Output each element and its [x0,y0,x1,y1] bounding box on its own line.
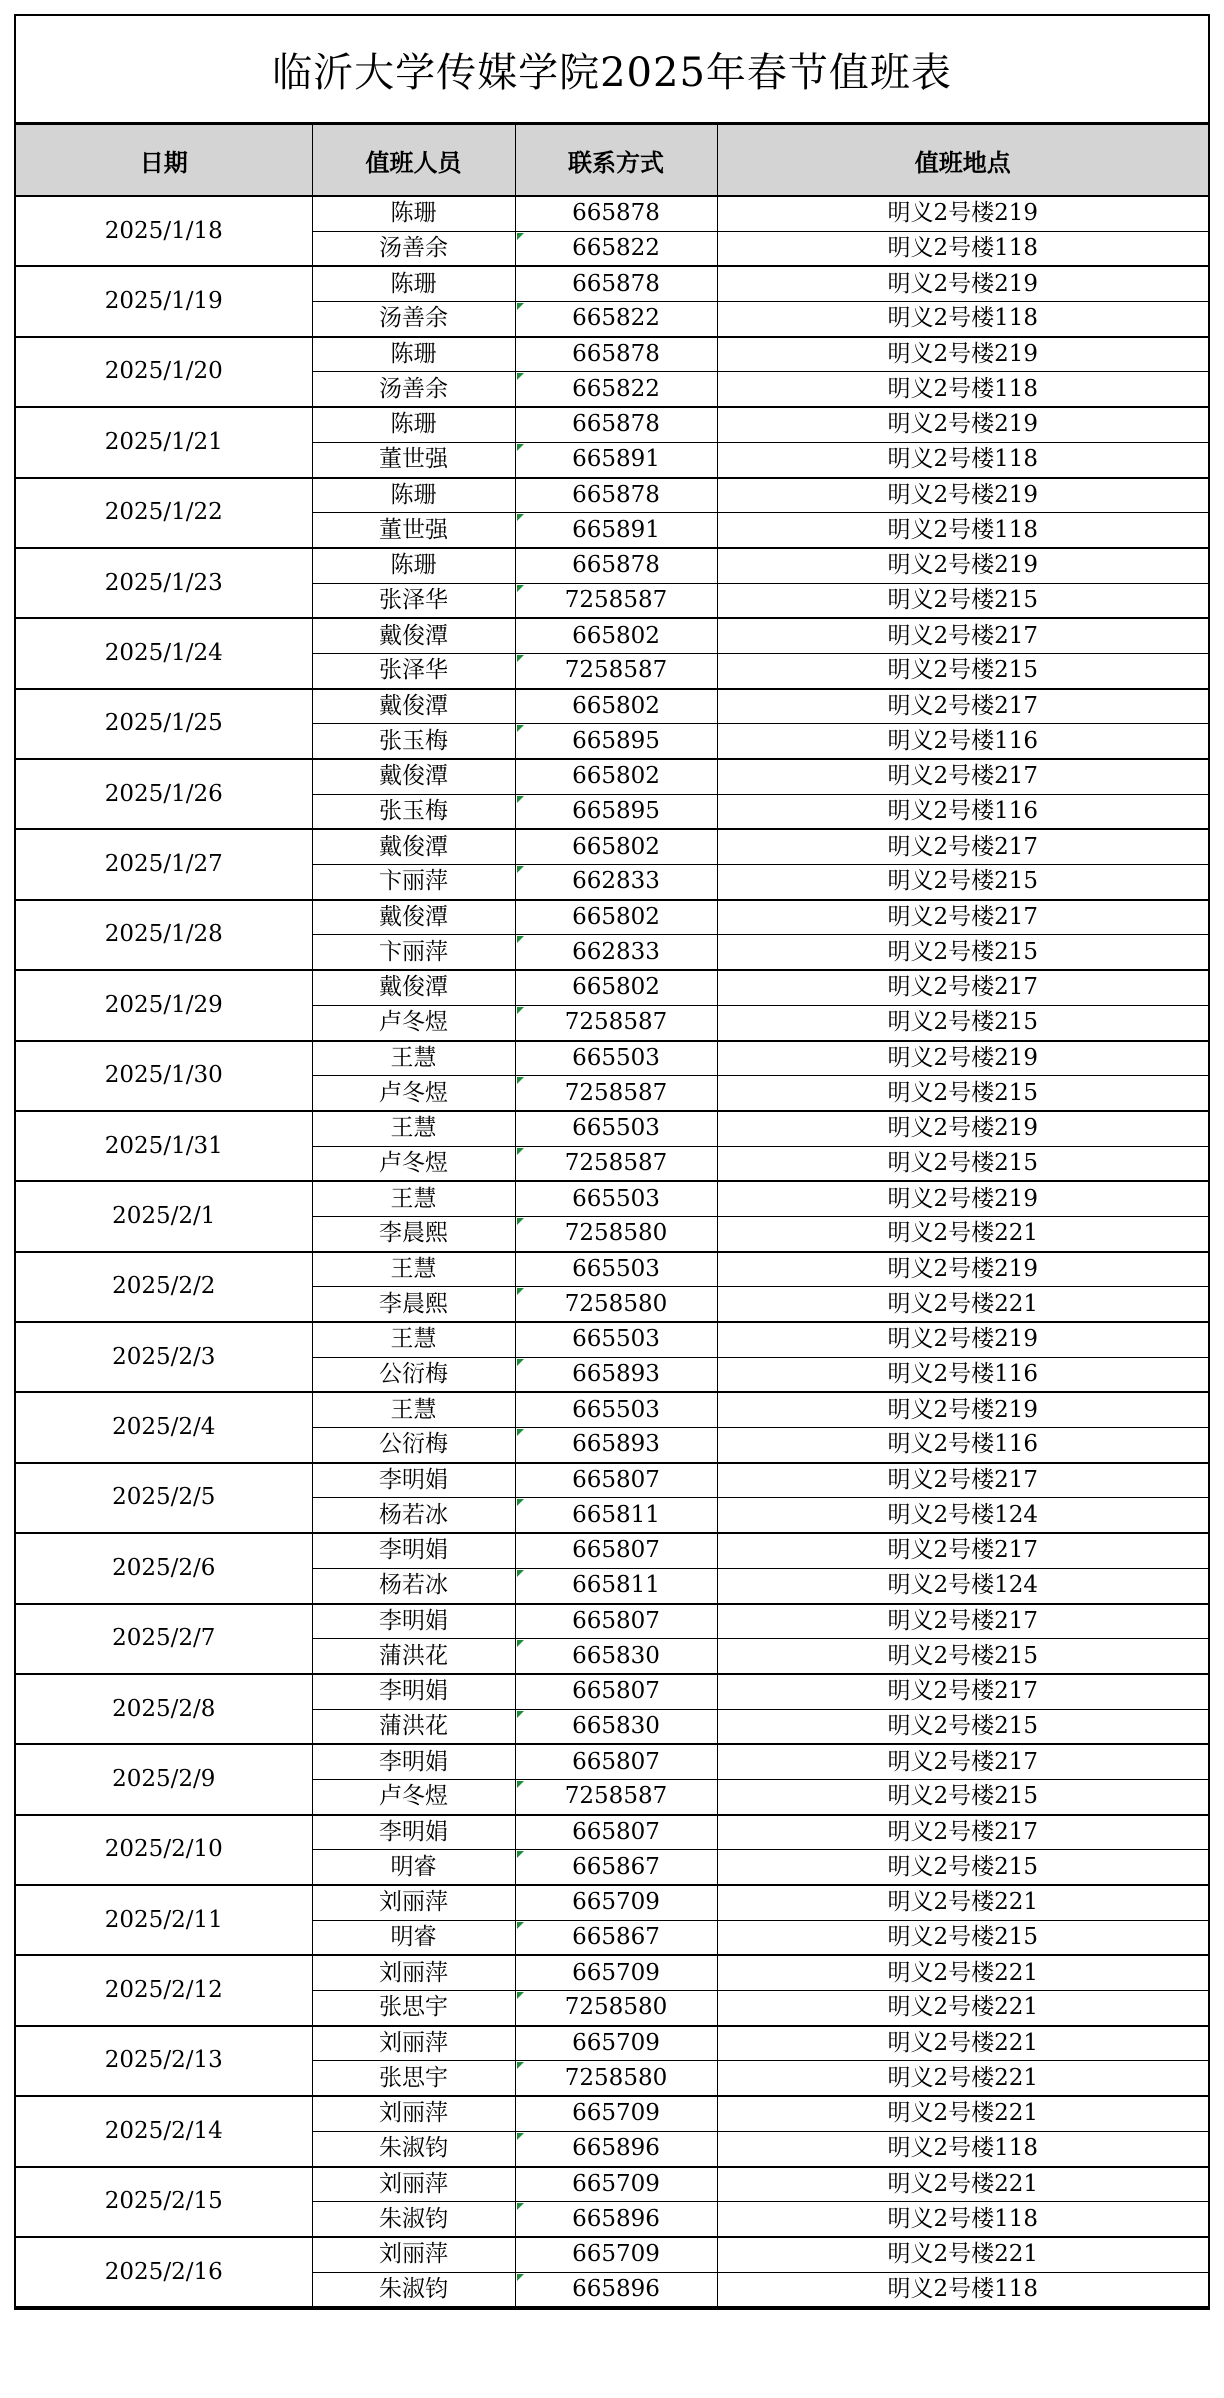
staff-name-cell: 戴俊潭 [312,618,515,653]
table-row [16,1885,1208,1920]
staff-name-cell: 王慧 [312,1111,515,1146]
location-cell: 明义2号楼118 [717,442,1208,477]
phone-cell: 7258587 [515,583,717,618]
table-row [16,1744,1208,1779]
date-cell: 2025/2/12 [16,1955,312,2025]
staff-name-cell: 李晨熙 [312,1216,515,1251]
table-row [16,1533,1208,1568]
phone-cell: 665709 [515,1955,717,1990]
header-date: 日期 [16,125,312,197]
staff-name-cell: 王慧 [312,1392,515,1427]
phone-cell: 665878 [515,266,717,301]
phone-cell: 665807 [515,1744,717,1779]
table-row [16,970,1208,1005]
table-row [16,2096,1208,2131]
staff-name-cell: 陈珊 [312,196,515,231]
phone-cell: 665802 [515,689,717,724]
location-cell: 明义2号楼116 [717,794,1208,829]
date-cell: 2025/1/20 [16,337,312,407]
date-cell: 2025/2/16 [16,2237,312,2307]
location-cell: 明义2号楼118 [717,2202,1208,2237]
location-cell: 明义2号楼221 [717,1991,1208,2026]
location-cell: 明义2号楼221 [717,1885,1208,1920]
date-cell: 2025/1/24 [16,618,312,688]
staff-name-cell: 张思宇 [312,2061,515,2096]
staff-name-cell: 陈珊 [312,266,515,301]
date-cell: 2025/1/22 [16,478,312,548]
staff-name-cell: 张泽华 [312,653,515,688]
location-cell: 明义2号楼219 [717,266,1208,301]
location-cell: 明义2号楼217 [717,759,1208,794]
phone-cell: 665811 [515,1568,717,1603]
phone-cell: 662833 [515,935,717,970]
phone-cell: 665893 [515,1428,717,1463]
location-cell: 明义2号楼118 [717,372,1208,407]
staff-name-cell: 陈珊 [312,478,515,513]
date-cell: 2025/2/3 [16,1322,312,1392]
staff-name-cell: 刘丽萍 [312,2096,515,2131]
staff-name-cell: 刘丽萍 [312,2237,515,2272]
staff-name-cell: 李明娟 [312,1604,515,1639]
phone-cell: 665503 [515,1041,717,1076]
phone-cell: 665896 [515,2131,717,2166]
location-cell: 明义2号楼219 [717,1392,1208,1427]
phone-cell: 665891 [515,513,717,548]
phone-cell: 665878 [515,196,717,231]
staff-name-cell: 戴俊潭 [312,689,515,724]
date-cell: 2025/1/31 [16,1111,312,1181]
phone-cell: 665891 [515,442,717,477]
location-cell: 明义2号楼221 [717,2096,1208,2131]
staff-name-cell: 公衍梅 [312,1428,515,1463]
table-body [16,196,1208,2307]
phone-cell: 665503 [515,1111,717,1146]
location-cell: 明义2号楼219 [717,407,1208,442]
date-cell: 2025/1/26 [16,759,312,829]
location-cell: 明义2号楼219 [717,1041,1208,1076]
staff-name-cell: 刘丽萍 [312,2167,515,2202]
location-cell: 明义2号楼118 [717,2272,1208,2307]
phone-cell: 665896 [515,2272,717,2307]
location-cell: 明义2号楼221 [717,1955,1208,1990]
header-location: 值班地点 [717,125,1208,197]
header-staff: 值班人员 [312,125,515,197]
table-row [16,1322,1208,1357]
date-cell: 2025/1/19 [16,266,312,336]
phone-cell: 665867 [515,1850,717,1885]
phone-cell: 665830 [515,1639,717,1674]
date-cell: 2025/1/29 [16,970,312,1040]
staff-name-cell: 刘丽萍 [312,1955,515,1990]
table-row [16,2237,1208,2272]
phone-cell: 665503 [515,1181,717,1216]
date-cell: 2025/1/23 [16,548,312,618]
phone-cell: 665822 [515,302,717,337]
phone-cell: 7258587 [515,1146,717,1181]
phone-cell: 665896 [515,2202,717,2237]
date-cell: 2025/2/9 [16,1744,312,1814]
location-cell: 明义2号楼217 [717,1674,1208,1709]
location-cell: 明义2号楼116 [717,1357,1208,1392]
location-cell: 明义2号楼215 [717,1076,1208,1111]
staff-name-cell: 陈珊 [312,548,515,583]
location-cell: 明义2号楼215 [717,1850,1208,1885]
table-row [16,1604,1208,1639]
location-cell: 明义2号楼217 [717,970,1208,1005]
location-cell: 明义2号楼118 [717,302,1208,337]
staff-name-cell: 汤善余 [312,231,515,266]
phone-cell: 665802 [515,900,717,935]
staff-name-cell: 李明娟 [312,1463,515,1498]
location-cell: 明义2号楼221 [717,2167,1208,2202]
staff-name-cell: 王慧 [312,1181,515,1216]
phone-cell: 7258587 [515,1005,717,1040]
table-row [16,407,1208,442]
staff-name-cell: 明睿 [312,1920,515,1955]
date-cell: 2025/1/27 [16,829,312,899]
location-cell: 明义2号楼215 [717,1920,1208,1955]
location-cell: 明义2号楼217 [717,618,1208,653]
phone-cell: 665895 [515,794,717,829]
phone-cell: 665503 [515,1392,717,1427]
location-cell: 明义2号楼219 [717,478,1208,513]
table-row [16,1463,1208,1498]
staff-name-cell: 公衍梅 [312,1357,515,1392]
phone-cell: 7258580 [515,1216,717,1251]
location-cell: 明义2号楼215 [717,1146,1208,1181]
location-cell: 明义2号楼215 [717,653,1208,688]
phone-cell: 665709 [515,2237,717,2272]
table-row [16,1252,1208,1287]
location-cell: 明义2号楼217 [717,1533,1208,1568]
location-cell: 明义2号楼217 [717,900,1208,935]
staff-name-cell: 杨若冰 [312,1568,515,1603]
date-cell: 2025/1/18 [16,196,312,266]
phone-cell: 7258587 [515,1076,717,1111]
date-cell: 2025/1/21 [16,407,312,477]
phone-cell: 665878 [515,548,717,583]
phone-cell: 7258580 [515,1991,717,2026]
table-row [16,337,1208,372]
duty-schedule-sheet [14,14,1210,2310]
phone-cell: 7258580 [515,1287,717,1322]
phone-cell: 665895 [515,724,717,759]
location-cell: 明义2号楼116 [717,724,1208,759]
location-cell: 明义2号楼124 [717,1498,1208,1533]
table-row [16,1111,1208,1146]
sheet-title: 临沂大学传媒学院2025年春节值班表 [16,16,1208,124]
date-cell: 2025/1/28 [16,900,312,970]
phone-cell: 665807 [515,1815,717,1850]
header-contact: 联系方式 [515,125,717,197]
staff-name-cell: 张玉梅 [312,724,515,759]
phone-cell: 665878 [515,337,717,372]
phone-cell: 665807 [515,1674,717,1709]
phone-cell: 665807 [515,1533,717,1568]
staff-name-cell: 李明娟 [312,1815,515,1850]
staff-name-cell: 王慧 [312,1252,515,1287]
location-cell: 明义2号楼219 [717,1252,1208,1287]
location-cell: 明义2号楼215 [717,1709,1208,1744]
duty-table [16,124,1208,2308]
staff-name-cell: 董世强 [312,442,515,477]
location-cell: 明义2号楼217 [717,1744,1208,1779]
date-cell: 2025/2/5 [16,1463,312,1533]
staff-name-cell: 王慧 [312,1041,515,1076]
phone-cell: 665709 [515,2096,717,2131]
phone-cell: 665802 [515,970,717,1005]
phone-cell: 665802 [515,829,717,864]
staff-name-cell: 李明娟 [312,1533,515,1568]
phone-cell: 665822 [515,372,717,407]
staff-name-cell: 戴俊潭 [312,900,515,935]
table-row [16,1181,1208,1216]
location-cell: 明义2号楼217 [717,689,1208,724]
staff-name-cell: 陈珊 [312,407,515,442]
location-cell: 明义2号楼215 [717,1639,1208,1674]
date-cell: 2025/2/2 [16,1252,312,1322]
staff-name-cell: 汤善余 [312,302,515,337]
staff-name-cell: 汤善余 [312,372,515,407]
staff-name-cell: 杨若冰 [312,1498,515,1533]
staff-name-cell: 卢冬煜 [312,1076,515,1111]
date-cell: 2025/2/1 [16,1181,312,1251]
location-cell: 明义2号楼217 [717,1604,1208,1639]
staff-name-cell: 张思宇 [312,1991,515,2026]
date-cell: 2025/2/15 [16,2167,312,2237]
staff-name-cell: 戴俊潭 [312,759,515,794]
staff-name-cell: 朱淑钧 [312,2202,515,2237]
date-cell: 2025/2/14 [16,2096,312,2166]
phone-cell: 665878 [515,478,717,513]
phone-cell: 665503 [515,1322,717,1357]
staff-name-cell: 蒲洪花 [312,1709,515,1744]
date-cell: 2025/1/25 [16,689,312,759]
staff-name-cell: 李明娟 [312,1674,515,1709]
phone-cell: 665830 [515,1709,717,1744]
location-cell: 明义2号楼118 [717,513,1208,548]
table-row [16,1815,1208,1850]
location-cell: 明义2号楼217 [717,1463,1208,1498]
location-cell: 明义2号楼215 [717,1779,1208,1814]
date-cell: 2025/2/11 [16,1885,312,1955]
table-row [16,689,1208,724]
location-cell: 明义2号楼221 [717,1287,1208,1322]
phone-cell: 665867 [515,1920,717,1955]
phone-cell: 7258587 [515,653,717,688]
staff-name-cell: 朱淑钧 [312,2272,515,2307]
staff-name-cell: 戴俊潭 [312,829,515,864]
phone-cell: 665811 [515,1498,717,1533]
phone-cell: 7258587 [515,1779,717,1814]
table-row [16,478,1208,513]
table-row [16,1674,1208,1709]
staff-name-cell: 戴俊潭 [312,970,515,1005]
date-cell: 2025/2/7 [16,1604,312,1674]
location-cell: 明义2号楼221 [717,1216,1208,1251]
location-cell: 明义2号楼219 [717,1322,1208,1357]
phone-cell: 662833 [515,865,717,900]
staff-name-cell: 卞丽萍 [312,865,515,900]
phone-cell: 665807 [515,1463,717,1498]
staff-name-cell: 陈珊 [312,337,515,372]
date-cell: 2025/2/10 [16,1815,312,1885]
location-cell: 明义2号楼215 [717,1005,1208,1040]
location-cell: 明义2号楼116 [717,1428,1208,1463]
staff-name-cell: 卢冬煜 [312,1146,515,1181]
table-row [16,829,1208,864]
table-row [16,900,1208,935]
phone-cell: 665503 [515,1252,717,1287]
date-cell: 2025/2/4 [16,1392,312,1462]
location-cell: 明义2号楼221 [717,2026,1208,2061]
staff-name-cell: 蒲洪花 [312,1639,515,1674]
staff-name-cell: 张玉梅 [312,794,515,829]
location-cell: 明义2号楼124 [717,1568,1208,1603]
staff-name-cell: 董世强 [312,513,515,548]
phone-cell: 665807 [515,1604,717,1639]
date-cell: 2025/2/6 [16,1533,312,1603]
table-row [16,266,1208,301]
table-row [16,1955,1208,1990]
phone-cell: 665878 [515,407,717,442]
table-row [16,196,1208,231]
location-cell: 明义2号楼219 [717,1181,1208,1216]
table-row [16,1041,1208,1076]
staff-name-cell: 刘丽萍 [312,1885,515,1920]
phone-cell: 665802 [515,618,717,653]
location-cell: 明义2号楼217 [717,1815,1208,1850]
phone-cell: 665709 [515,1885,717,1920]
location-cell: 明义2号楼118 [717,2131,1208,2166]
table-row [16,2026,1208,2061]
staff-name-cell: 明睿 [312,1850,515,1885]
table-row [16,1392,1208,1427]
date-cell: 2025/2/13 [16,2026,312,2096]
table-row [16,618,1208,653]
staff-name-cell: 王慧 [312,1322,515,1357]
location-cell: 明义2号楼219 [717,1111,1208,1146]
staff-name-cell: 卢冬煜 [312,1005,515,1040]
phone-cell: 665709 [515,2026,717,2061]
location-cell: 明义2号楼221 [717,2237,1208,2272]
location-cell: 明义2号楼118 [717,231,1208,266]
staff-name-cell: 刘丽萍 [312,2026,515,2061]
location-cell: 明义2号楼217 [717,829,1208,864]
staff-name-cell: 卞丽萍 [312,935,515,970]
date-cell: 2025/1/30 [16,1041,312,1111]
staff-name-cell: 卢冬煜 [312,1779,515,1814]
phone-cell: 665802 [515,759,717,794]
phone-cell: 665709 [515,2167,717,2202]
table-row [16,759,1208,794]
staff-name-cell: 李晨熙 [312,1287,515,1322]
table-row [16,548,1208,583]
phone-cell: 7258580 [515,2061,717,2096]
location-cell: 明义2号楼215 [717,583,1208,618]
header-row [16,125,1208,197]
table-row [16,2167,1208,2202]
location-cell: 明义2号楼221 [717,2061,1208,2096]
staff-name-cell: 李明娟 [312,1744,515,1779]
location-cell: 明义2号楼215 [717,935,1208,970]
phone-cell: 665893 [515,1357,717,1392]
date-cell: 2025/2/8 [16,1674,312,1744]
location-cell: 明义2号楼215 [717,865,1208,900]
location-cell: 明义2号楼219 [717,337,1208,372]
location-cell: 明义2号楼219 [717,196,1208,231]
staff-name-cell: 朱淑钧 [312,2131,515,2166]
location-cell: 明义2号楼219 [717,548,1208,583]
staff-name-cell: 张泽华 [312,583,515,618]
phone-cell: 665822 [515,231,717,266]
